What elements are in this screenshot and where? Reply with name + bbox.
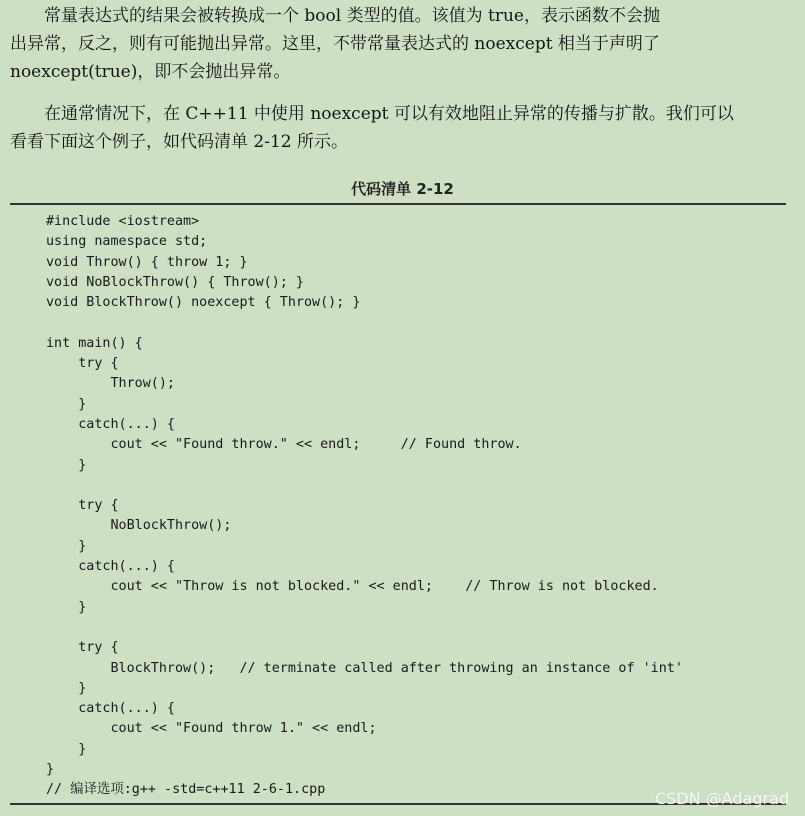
code-line: void Throw() { throw 1; } [46, 254, 248, 270]
code-line: cout << "Found throw 1." << endl; [46, 721, 377, 737]
code-line: } [46, 762, 55, 778]
code-line: catch(...) { [46, 701, 175, 717]
paragraph-line: 在通常情况下，在 C++11 中使用 noexcept 可以有效地阻止异常的传播与扩散。我们可以 [10, 104, 734, 124]
code-line: } [46, 599, 87, 615]
code-line: cout << "Found throw." << endl; // Found throw. [46, 437, 522, 453]
code-line: using namespace std; [46, 234, 208, 250]
code-line: BlockThrow(); // terminate called after throwing an instance of 'int' [46, 660, 683, 676]
code-line: } [46, 538, 87, 554]
paragraph-line: 出异常，反之，则有可能抛出异常。这里，不带常量表达式的 noexcept 相当于声明了 [10, 34, 660, 54]
code-line: } [46, 741, 87, 757]
paragraph-line: noexcept(true)，即不会抛出异常。 [10, 62, 291, 82]
code-line: // 编译选项:g++ -std=c++11 2-6-1.cpp [46, 782, 326, 798]
code-line: Throw(); [46, 376, 175, 392]
code-line: } [46, 396, 87, 412]
code-line: } [46, 457, 87, 473]
paragraph-2 [10, 100, 790, 156]
watermark: CSDN @Adagrad [654, 789, 789, 808]
code-line [46, 313, 683, 333]
paragraph-1 [10, 2, 790, 86]
code-line: cout << "Throw is not blocked." << endl; // Throw is not blocked. [46, 579, 659, 595]
code-line: void NoBlockThrow() { Throw(); } [46, 274, 304, 290]
code-line: catch(...) { [46, 416, 175, 432]
paragraph-line: 常量表达式的结果会被转换成一个 bool 类型的值。该值为 true，表示函数不会抛 [10, 6, 660, 26]
code-line: try { [46, 498, 119, 514]
code-line: int main() { [46, 335, 143, 351]
code-line [46, 618, 683, 638]
code-line: void BlockThrow() noexcept { Throw(); } [46, 295, 361, 311]
code-line: try { [46, 356, 119, 372]
code-block [46, 212, 683, 801]
paragraph-line: 看看下面这个例子，如代码清单 2-12 所示。 [10, 132, 348, 152]
code-line: catch(...) { [46, 559, 175, 575]
listing-top-rule [10, 203, 786, 205]
code-line: #include <iostream> [46, 214, 200, 229]
code-line: NoBlockThrow(); [46, 518, 232, 534]
listing-caption: 代码清单 2-12 [351, 180, 454, 198]
code-line: try { [46, 640, 119, 656]
code-line: } [46, 680, 87, 696]
code-line [46, 476, 683, 496]
